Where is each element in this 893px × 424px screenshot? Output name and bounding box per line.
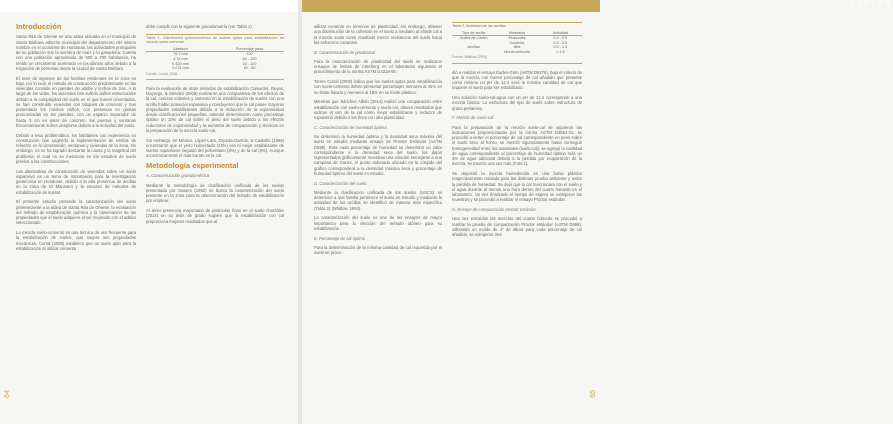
paragraph: Al tener presencia mayoritaria de partículas finas en el suelo González (2014) en su tesis de grado sugiere que la estabilización con cal proporciona mejores resultados que al <box>146 208 284 224</box>
paragraph: Para la determinación de la mínima cantidad de cal requerida por el suelo se proce- <box>314 244 442 255</box>
table-cell: 0.5 - 1.3 <box>553 45 568 50</box>
table-cell: Caolinita <box>509 40 525 45</box>
table-cell: Illita <box>513 45 521 50</box>
table-cell: 0.074 mm <box>172 66 189 71</box>
paragraph: El presente estudio pretende la caracterización del suelo perteneciente a la aldea de Santa Rita de Oriente, la evaluación del método de estabilización química y la observación de las propiedades que el suelo adquiere al ser mejorado con el aditivo seleccionado. <box>16 199 136 226</box>
table-row <box>146 66 284 71</box>
table-1 <box>146 34 284 80</box>
subsection-title: G. Ensayo de compactación proctor estándar <box>452 207 537 213</box>
paragraph: Una solución suelo-cal-agua con un pH de 12,4 corresponde a una mezcla básica. La estructura del tipo de suelo sobre estructura de grano perlamino. <box>452 95 582 111</box>
table-cell: 4.76 mm <box>173 56 188 61</box>
paragraph: Torres Corral (2008) indica que los suelos aptos para estabilización con suelo-cemento deben presentar porcentajes menores al 45% en su límite líquido y menores al 18% en su límite plástico. <box>314 79 442 95</box>
table-cell: 15 - 100 <box>242 61 257 66</box>
paragraph: Mediante la clasificación unificada de los suelos (USCS) se determinó a que familia pertenece el suelo en estudio y mediante la actividad de las arcillas se identificó de manera más específica (Tabla 2) (Whitlow, 1994). <box>314 189 442 211</box>
table-row <box>452 50 582 55</box>
paragraph: Se depositó la mezcla humedecida en una bolsa plástica respectivamente rotulada para las distintas prueba ambiente y evitar la pérdida de humedad. Se dejó que la cal reaccionara con el suelo y el agua durante al menos una hora dentro del cuarto húmedo en el laboratorio. Un vez finalizado el tiempo de espera se extrajeron las muestras y se procedió a realizar el ensayo Proctor estándar. <box>452 171 582 203</box>
column-3 <box>314 24 442 260</box>
column-4 <box>452 22 582 242</box>
table-cell: 50 - 100 <box>242 56 257 61</box>
table-cell: 50 - 50 <box>243 66 256 71</box>
section-label: SUELOS <box>850 1 893 7</box>
table-cell: 0.4 - 0.5 <box>553 36 568 41</box>
table-cell: Montmorillonita <box>504 49 530 54</box>
table-cell <box>452 50 495 55</box>
table-header-cell: Porcentaje pasa <box>235 46 264 51</box>
paragraph: Para la caracterización de plasticidad del suelo se realizaron ensayos de límites de Atterberg en el laboratorio siguiendo el procedimiento de la norma ASTM D4318-05. <box>314 58 442 75</box>
page-number-right: 65 <box>590 390 597 398</box>
paragraph: dió a realizar el ensayo Eades-Grim (ASTM D6276), bajo el criterio de que la mezcla con menor porcentaje de cal añadido que presente como mínimo un pH de 12,4 será la mínima cantidad de cal que requiere el suelo para ser estabilizado. <box>452 69 582 91</box>
paragraph: El nivel de ingresos de las familias residentes en la zona es bajo, por lo cual, el método de construcción predominante en las viviendas consiste en paredes de adobe y techos de zinc. A lo largo de las vidas, las viviendas han sufrido daños estructurales debido a la complejidad del suelo en el que fueron cimentadas, se han construido viviendas con bloques de concreto y han presentado los mismos daños; con presencia en grietas pronunciadas en las paredes, con un espacio separador de hasta 3 cm en pisos de concreto, las puertas y ventanas frecuentemente sufren desplome debido a la actividad del suelo. <box>16 75 136 128</box>
subsection-title: A. Caracterización granulométrica <box>146 173 210 179</box>
paragraph: debe cumplir con la siguiente granulometría (ver Tabla 1). <box>146 24 253 29</box>
paragraph: Mientras que Sánchez Albán (2014) realizó una comparación entre estabilización con suelo-cemento y suelo-cal, obtuvo resultados que indican el uso de la cal como mejor estabilizante y reductor de expansión debido a los finos con alta plasticidad. <box>314 99 442 120</box>
table-header-cell: Minerales <box>508 30 526 35</box>
paragraph: La caracterización del suelo es uno de los ensayos de mayor importancia para la elección del método idóneo para su estabilización. <box>314 215 442 231</box>
table-caption: Tabla 2. Actividad de las arcillas. <box>452 24 507 28</box>
paragraph: Para la preparación de la mezcla suelo-cal se siguieron las indicaciones proporcionadas por la norma ASTM D3551-02, se procedió a verter el porcentaje de cal correspondiente en peso sobre el suelo seco al horno, se mezcló vigorosamente hasta conseguir homogeneidad entre los materiales (suelo-cal), se agregó la cantidad de agua correspondiente al porcentaje de humedad óptima más un 3% de agua adicional debido a la pérdida por evaporación de la mezcla, se mezcló una vez más (Foto 1). <box>452 124 582 167</box>
column-2 <box>146 24 284 228</box>
table-cell: 0.3 - 0.5 <box>553 40 568 45</box>
table-2 <box>452 22 582 64</box>
table-cell: Arcilla de Caolín <box>459 36 488 41</box>
section-title-introduccion: Introducción <box>16 22 62 31</box>
section-title-metodologia: Metodología experimental <box>146 161 239 171</box>
table-source: Fuente: Whitlow (1994). <box>452 55 488 60</box>
table-cell: > 1.5 <box>556 49 565 54</box>
subsection-title: B. Caracterización de plasticidad <box>314 49 375 55</box>
paragraph: Mediante la metodología de clasificación unificada de los suelos presentada por Sowers (1992) se busca la caracterización del suelo presente en la zona para la determinación del método de estabilización por emplear. <box>146 182 284 204</box>
table-cell: 76.2 mm <box>173 52 188 57</box>
table-cell: 0.420 mm <box>172 61 189 66</box>
table-cell: Arcillas <box>467 45 480 50</box>
subsection-title: E. Porcentaje de cal óptimo <box>314 235 366 241</box>
subsection-title: C. Caracterización de humedad óptima <box>314 124 387 130</box>
paragraph: utilizar cemento en términos de plasticidad, sin embargo, obtener una disminución de la cohesión en el suelo a mediano al añadir cal a la mezcla suelo como resultado menor resistencia del suelo hacia los esfuerzos cortantes. <box>314 24 442 45</box>
paragraph: Debido a esta problemática, los habitantes con experiencia en construcción han sugerido la implementación de estrías de refuerzo en la cimentación, ventanas y viviendas de la zona, sin embargo, no se ha logrado descartar la causa y la magnitud del problema, el cual no se menciona en los estudios de suelo previos a las construcciones. <box>16 132 136 164</box>
table-header-cell: Actividad <box>552 30 569 35</box>
page-spine <box>298 0 302 424</box>
paragraph: La mezcla suelo-cemento es una técnica de uso frecuente para la estabilización de suelos, que mejora sus propiedades mecánicas. Corral (2008) establece que un suelo apto para la estabilización al utilizar cemento <box>16 230 136 251</box>
table-cell: 100 <box>246 52 253 57</box>
paragraph: Las alternativas de construcción de viviendas sobre un suelo expansivo es un tema de importancia para la investigación geotécnica en Honduras, debido a la alta presencia de arcillas en la zona de El Manzano y la escasez de métodos de estabilización de suelos. <box>16 168 136 195</box>
paragraph: Una vez extraídas las mezclas del cuarto húmedo se procedió a realizar la prueba de compactación Proctor estándar (ASTM D698), utilizando un molde de 4" de altura para cada porcentaje de cal añadido, se extrajeron tres <box>452 216 582 238</box>
page-number-left: 64 <box>4 390 11 398</box>
paragraph: Para la evaluación de otros métodos de estabilización Camacho, Reyes, Mayorga, & Méndez (2006) realizaron una comparativa de los efectos de la cal, cenizas volantes y cemento en la estabilización de suelos con una arcilla friable potencial expansiva y concluyeron que la cal posee mayores propiedades estabilizantes debido a la reducción de la expansividad desde clasificaciones pequeñas, además determinaron como porcentaje óptimo un 10% de cal sobre el peso del suelo debido a los efectos reductores de expansividad y la aumenta de compactación y técnicas en la preparación de la mezcla suelo-cal. <box>146 85 284 133</box>
table-header-cell: Tipo de arcilla <box>461 30 486 35</box>
table-cell: Muscovita <box>508 36 526 41</box>
column-1 <box>16 24 136 256</box>
header-band <box>302 0 893 12</box>
table-header-cell: Abertura <box>173 46 188 51</box>
paragraph: Santa Rita de Oriente es una aldea ubicada en el municipio de Santa Bárbara adscrito municipal del departamento del mismo nombre en el occidente de Honduras, las actividades principales de su población son la siembra de maíz y la ganadería. Cuenta con una población aproximada de 500 a 700 habitantes, ha tenido un crecimiento acelerado en los últimos años debido a la migración de personas desde la ciudad de Santa Bárbara. <box>16 34 136 71</box>
table-caption: Tabla 1. Distribución granulométrica de suelos aptos para estabilización de mezcla suelo-cemento. <box>146 35 284 45</box>
paragraph: Sin embargo, en México, López-Lara, Zepeda-Garrido, & Castaño (1999) encontraron que el yeso humectado (44%) era el mejor estabilizante de suelos expansivos seguido del poliuretano (8%) y de la cal (6%). Aunque económicamente el más barato es la cal. <box>146 137 284 159</box>
subsection-title: D. Caracterización del suelo <box>314 180 367 186</box>
subsection-title: F. Mezcla de suelo-cal <box>452 115 494 121</box>
paragraph: Se determinó la humedad óptima y la densidad seca máxima del suelo en estudio mediante ensayo de Proctor Estándar (ASTM D698). Para cada porcentaje de humedad se determinó un valor correspondiente a la densidad seca del suelo, los datos representados gráficamente muestran una relación semejante a una campana de Gauss, el punto ordenado ubicado en la cúspide del gráfico corresponderá a la densidad máxima seca y porcentaje de humedad óptimo del suelo en estudio. <box>314 134 442 176</box>
table-source: Fuente: Corral, 2008. <box>146 71 179 76</box>
